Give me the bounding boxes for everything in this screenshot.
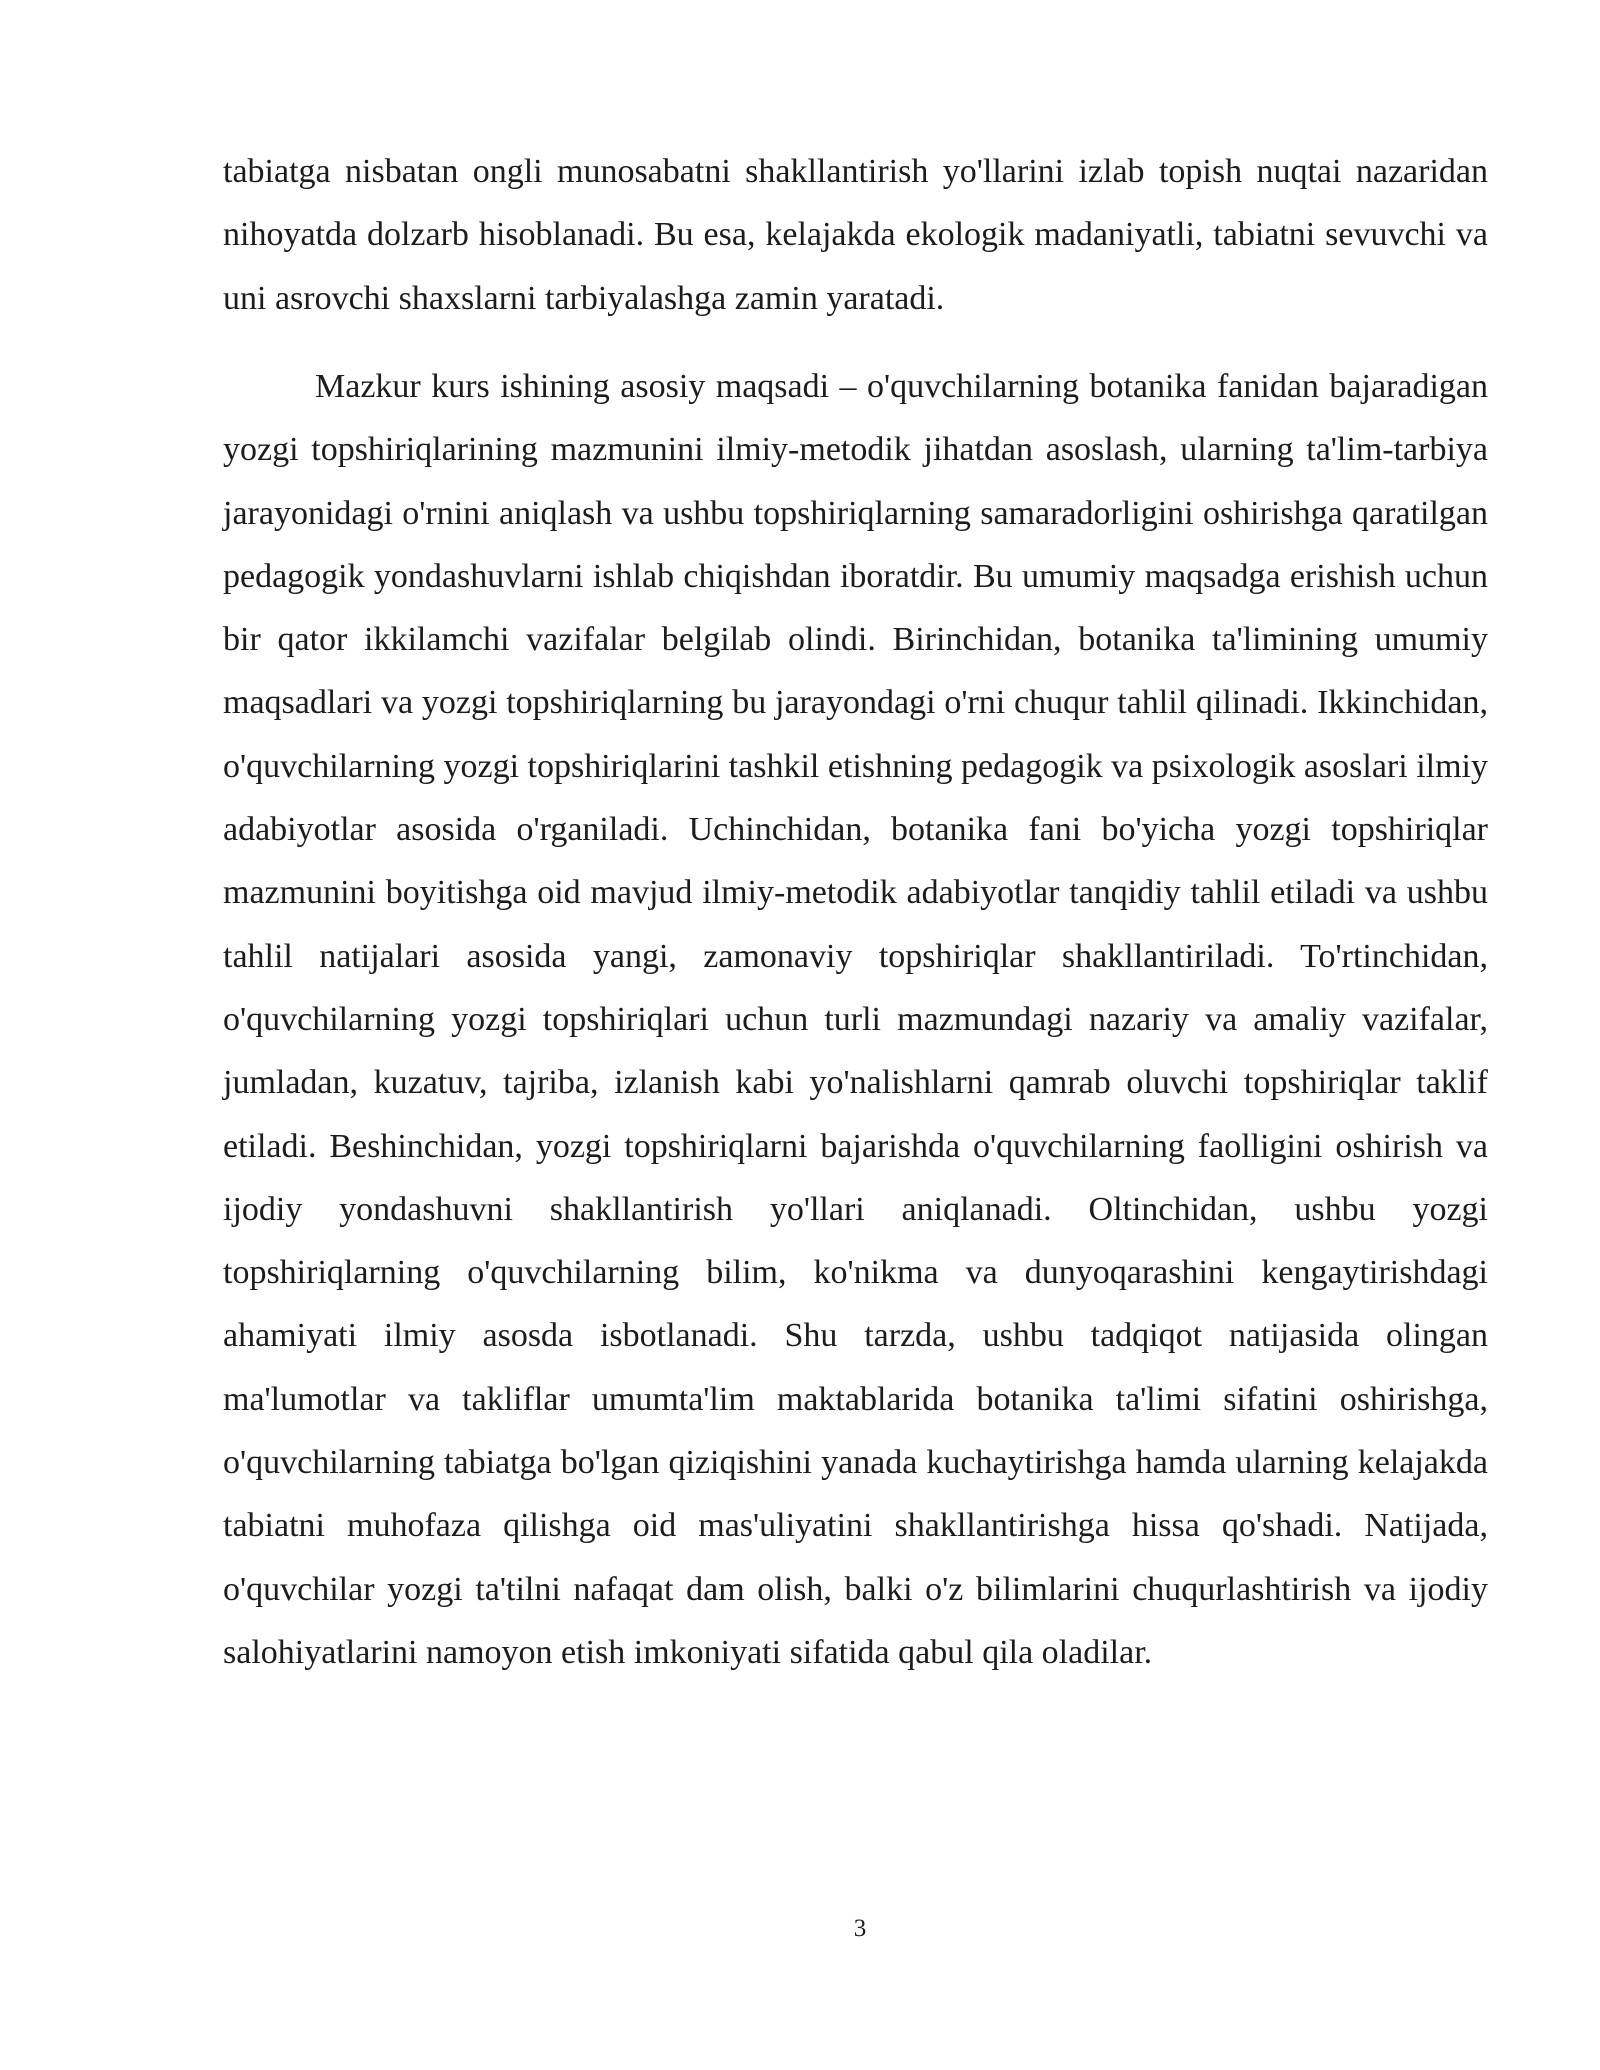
page-number: 3 [853, 1915, 867, 1942]
paragraph-main-goal: Mazkur kurs ishining asosiy maqsadi – o'quvchilarning botanika fanidan bajaradigan yozgi topshiriqlarining mazmunini ilmiy-metodik jihatdan asoslash, ularning ta'lim-tarbiya jarayonidagi o'rnini aniqlash va ushbu topshiriqlarning samaradorligini oshirishga qaratilgan pedagogik yondashuvlarni ishlab chiqishdan iboratdir. Bu umumiy maqsadga erishish uchun bir qator ikkilamchi vazifalar belgilab olindi. Birinchidan, botanika ta'limining umumiy maqsadlari va yozgi topshiriqlarning bu jarayondagi o'rni chuqur tahlil qilinadi. Ikkinchidan, o'quvchilarning yozgi topshiriqlarini tashkil etishning pedagogik va psixologik asoslari ilmiy adabiyotlar asosida o'rganiladi. Uchinchidan, botanika fani bo'yicha yozgi topshiriqlar mazmunini boyitishga oid mavjud ilmiy-metodik adabiyotlar tanqidiy tahlil etiladi va ushbu tahlil natijalari asosida yangi, zamonaviy topshiriqlar shakllantiriladi. To'rtinchidan, o'quvchilarning yozgi topshiriqlari uchun turli mazmundagi nazariy va amaliy vazifalar, jumladan, kuzatuv, tajriba, izlanish kabi yo'nalishlarni qamrab oluvchi topshiriqlar taklif etiladi. Beshinchidan, yozgi topshiriqlarni bajarishda o'quvchilarning faolligini oshirish va ijodiy yondashuvni shakllantirish yo'llari aniqlanadi. Oltinchidan, ushbu yozgi topshiriqlarning o'quvchilarning bilim, ko'nikma va dunyoqarashini kengaytirishdagi ahamiyati ilmiy asosda isbotlanadi. Shu tarzda, ushbu tadqiqot natijasida olingan ma'lumotlar va takliflar umumta'lim maktablarida botanika ta'limi sifatini oshirishga, o'quvchilarning tabiatga bo'lgan qiziqishini yanada kuchaytirishga hamda ularning kelajakda tabiatni muhofaza qilishga oid mas'uliyatini shakllantirishga hissa qo'shadi. Natijada, o'quvchilar yozgi ta'tilni nafaqat dam olish, balki o'z bilimlarini chuqurlashtirish va ijodiy salohiyatlarini namoyon etish imkoniyati sifatida qabul qila oladilar. [223, 368, 1488, 1671]
paragraph-continuation: tabiatga nisbatan ongli munosabatni shakllantirish yo'llarini izlab topish nuqtai nazaridan nihoyatda dolzarb hisoblanadi. Bu esa, kelajakda ekologik madaniyatli, tabiatni sevuvchi va uni asrovchi shaxslarni tarbiyalashga zamin yaratadi. [223, 153, 1488, 317]
